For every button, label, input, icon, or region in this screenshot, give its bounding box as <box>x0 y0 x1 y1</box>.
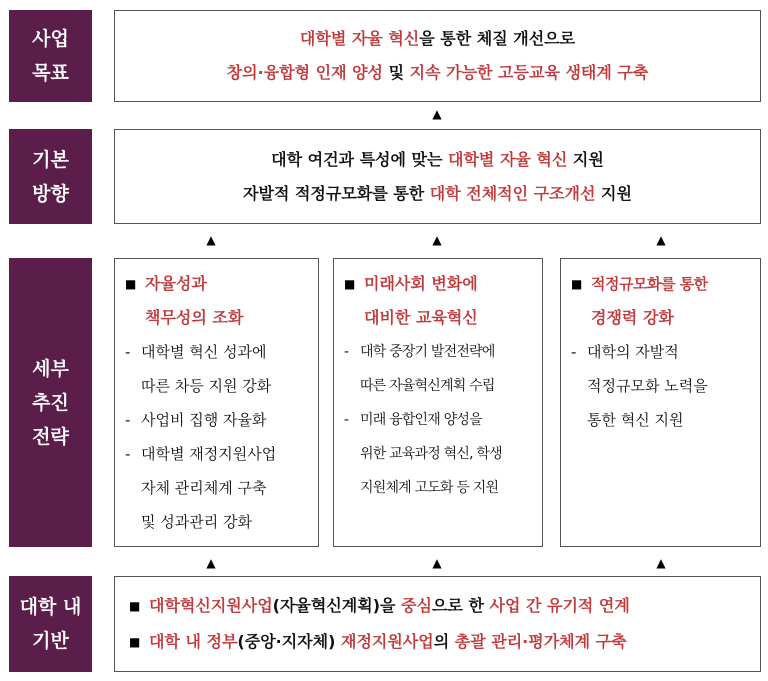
strategy-box-1 <box>114 258 319 547</box>
up-arrow-icon: ▲ <box>432 556 442 570</box>
row-label-direction <box>9 129 92 224</box>
direction-line-2 <box>243 177 632 211</box>
row-label-goal <box>9 10 92 102</box>
strategy-box-2 <box>333 258 543 547</box>
base-text: 으로 한 <box>431 596 490 615</box>
strategy-item: - 사업비 집행 자율화 <box>125 411 267 429</box>
direction-line-1 <box>271 143 604 177</box>
square-bullet-icon: ■ <box>129 635 141 649</box>
base-highlight: 총괄 관리·평가체계 구축 <box>454 632 627 651</box>
strategy-title-line: 경쟁력 강화 <box>591 308 674 327</box>
goal-line-2 <box>227 56 649 90</box>
direction-box <box>114 129 761 224</box>
goal-box <box>114 10 761 102</box>
up-arrow-icon: ▲ <box>432 233 442 247</box>
strategy-title-line: 미래사회 변화에 <box>364 274 478 293</box>
strategy-title-line: 자율성과 <box>145 274 207 293</box>
row-label-line: 방향 <box>32 182 69 205</box>
row-label-line: 전략 <box>32 425 69 448</box>
strategy-item: - 미래 융합인재 양성을 위한 교육과정 혁신, 학생 지원체계 고도화 등 지원 <box>344 412 502 496</box>
row-label-line: 대학 내 <box>19 596 82 618</box>
goal-highlight: 창의·융합형 인재 양성 <box>226 63 384 82</box>
base-highlight: 사업 간 유기적 연계 <box>489 596 630 615</box>
row-label-line: 기본 <box>32 148 69 171</box>
strategy-title <box>125 267 308 301</box>
strategy-title-line: 적정규모화를 통한 <box>591 275 708 293</box>
base-text: 의 <box>433 632 455 651</box>
strategy-title <box>344 301 532 335</box>
strategy-box-3 <box>560 258 761 547</box>
strategy-title <box>571 301 750 335</box>
base-highlight: 재정지원사업 <box>340 632 434 651</box>
square-bullet-icon: ■ <box>344 277 356 291</box>
base-highlight: 중심 <box>401 596 432 615</box>
row-label-line: 기반 <box>32 630 69 652</box>
row-label-line: 추진 <box>32 391 69 414</box>
strategy-item: - 대학의 자발적 적정규모화 노력을 통한 혁신 지원 <box>571 343 708 429</box>
goal-text: 을 통한 체질 개선으로 <box>419 29 576 48</box>
direction-text: 지원 <box>567 149 604 169</box>
row-label-line: 사업 <box>32 28 69 50</box>
direction-text: 대학 여건과 특성에 맞는 <box>271 149 448 169</box>
up-arrow-icon: ▲ <box>656 556 666 570</box>
square-bullet-icon: ■ <box>571 277 583 291</box>
up-arrow-icon: ▲ <box>206 556 216 570</box>
row-label-line: 세부 <box>32 357 69 380</box>
strategy-item: - 대학별 재정지원사업 자체 관리체계 구축 및 성과관리 강화 <box>125 445 277 531</box>
strategy-title <box>571 267 750 301</box>
strategy-title-line: 책무성의 조화 <box>145 308 244 327</box>
square-bullet-icon: ■ <box>129 599 141 613</box>
row-label-strategy <box>9 258 92 547</box>
strategy-title-line: 대비한 교육혁신 <box>364 308 478 327</box>
up-arrow-icon: ▲ <box>432 107 442 121</box>
base-text: (중앙·지자체) <box>237 632 341 651</box>
direction-highlight: 대학별 자율 혁신 <box>448 149 568 169</box>
up-arrow-icon: ▲ <box>206 233 216 247</box>
base-highlight: 대학혁신지원사업 <box>149 596 273 615</box>
up-arrow-icon: ▲ <box>656 233 666 247</box>
base-line-2 <box>129 624 760 660</box>
direction-highlight: 대학 전체적인 구조개선 <box>429 183 596 203</box>
row-label-line: 목표 <box>32 62 69 84</box>
base-highlight: 대학 내 정부 <box>149 632 238 651</box>
goal-highlight: 대학별 자율 혁신 <box>299 29 420 48</box>
base-text: (자율혁신계획)을 <box>272 596 402 615</box>
direction-text: 자발적 적정규모화를 통한 <box>243 183 430 203</box>
strategy-title <box>344 267 532 301</box>
goal-line-1 <box>300 22 575 56</box>
square-bullet-icon: ■ <box>125 277 137 291</box>
strategy-item: - 대학 중장기 발전전략에 따른 자율혁신계획 수립 <box>344 344 495 394</box>
strategy-item: - 대학별 혁신 성과에 따른 차등 지원 강화 <box>125 343 272 395</box>
goal-text: 및 <box>383 63 410 82</box>
base-line-1 <box>129 588 760 624</box>
goal-highlight: 지속 가능한 고등교육 생태계 구축 <box>409 63 649 82</box>
base-box <box>114 576 761 672</box>
row-label-base <box>9 576 92 672</box>
strategy-title <box>125 301 308 335</box>
direction-text: 지원 <box>595 183 632 203</box>
